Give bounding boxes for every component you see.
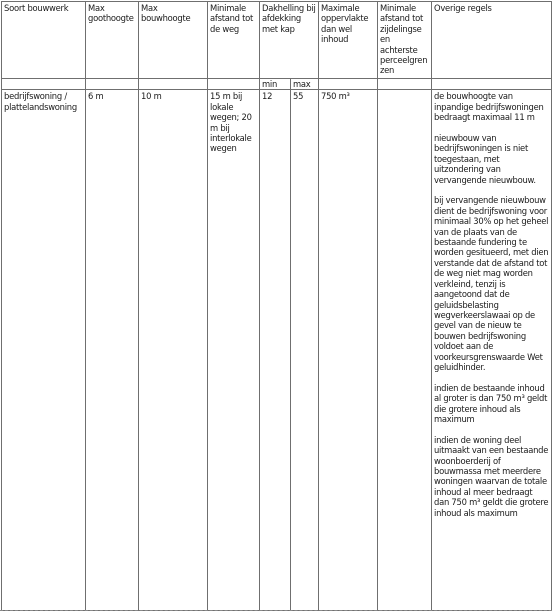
header-regels: Overige regels xyxy=(432,2,552,79)
table-row xyxy=(2,90,552,611)
subheader-empty xyxy=(208,79,260,90)
cell-afstand-perceel xyxy=(378,90,432,611)
header-dakhelling: Dakhelling bij afdekking met kap xyxy=(260,2,319,79)
rule-paragraph: indien de woning deel uitmaakt van een bestaande woonboerderij of bouwmassa met meerdere woningen waarvan de totale inhoud al meer bedraagt dan 750 m³ geldt die grotere inhoud als maximum xyxy=(434,434,549,518)
rule-paragraph: de bouwhoogte van inpandige bedrijfswoningen bedraagt maximaal 11 m xyxy=(434,91,544,123)
cell-oppervlakte: 750 m³ xyxy=(319,90,378,611)
subheader-max: max xyxy=(291,79,319,90)
cell-afstand-weg: 15 m bij lokale wegen; 20 m bij interlokale wegen xyxy=(208,90,260,611)
subheader-min: min xyxy=(260,79,291,90)
cell-dakhelling-max: 55 xyxy=(291,90,319,611)
subheader-empty xyxy=(319,79,378,90)
header-row xyxy=(2,2,552,79)
cell-overige-regels xyxy=(432,90,552,611)
rule-paragraph: bij vervangende nieuwbouw dient de bedrijfswoning voor minimaal 30% op het geheel van de plaats van de bestaande fundering te worden gesitueerd, met dien verstande dat de afstand tot de weg niet mag worden verkleind, tenzij is aangetoond dat de geluidsbelasting wegverkeerslawaai op de gevel van de nieuw te bouwen bedrijfswoning voldoet aan de voorkeursgrenswaarde Wet geluidhinder. xyxy=(434,195,549,372)
header-afstand-weg: Minimale afstand tot de weg xyxy=(208,2,260,79)
cell-goothoogte: 6 m xyxy=(86,90,139,611)
page-break-line xyxy=(0,610,552,611)
subheader-row xyxy=(2,79,552,90)
header-goothoogte: Max goothoogte xyxy=(86,2,139,79)
subheader-empty xyxy=(86,79,139,90)
cell-bouwhoogte: 10 m xyxy=(139,90,208,611)
rule-paragraph: indien de bestaande inhoud al groter is dan 750 m³ geldt die grotere inhoud als maximum xyxy=(434,382,548,424)
subheader-empty xyxy=(432,79,552,90)
header-oppervlakte: Maximale oppervlakte dan wel inhoud xyxy=(319,2,378,79)
header-afstand-perceel: Minimale afstand tot zijdelingse en achterste perceelgrenzen xyxy=(378,2,432,79)
cell-soort: bedrijfswoning / plattelandswoning xyxy=(2,90,86,611)
subheader-empty xyxy=(378,79,432,90)
rule-paragraph: nieuwbouw van bedrijfswoningen is niet toegestaan, met uitzondering van vervangende nieuwbouw. xyxy=(434,133,536,185)
subheader-empty xyxy=(2,79,86,90)
header-soort: Soort bouwwerk xyxy=(2,2,86,79)
header-bouwhoogte: Max bouwhoogte xyxy=(139,2,208,79)
cell-dakhelling-min: 12 xyxy=(260,90,291,611)
building-rules-table xyxy=(1,1,552,611)
subheader-empty xyxy=(139,79,208,90)
